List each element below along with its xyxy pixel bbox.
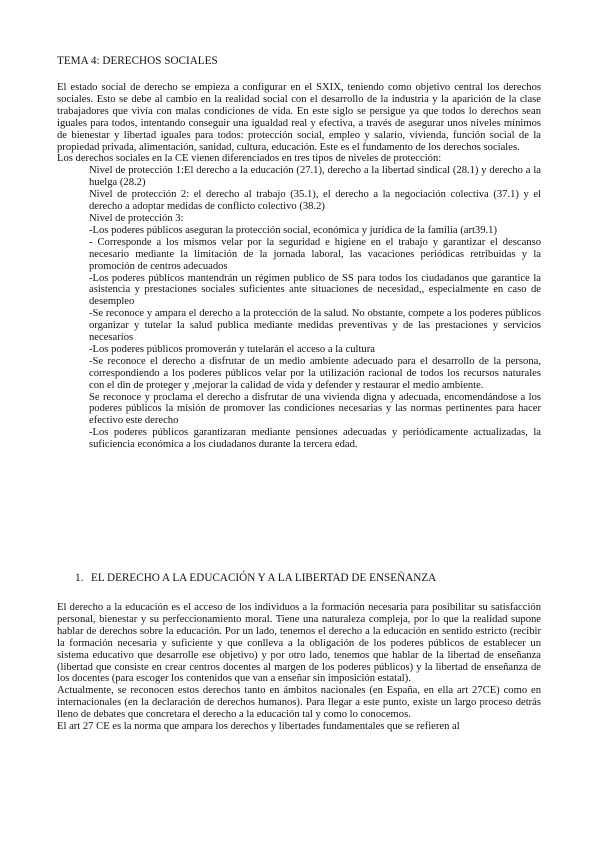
section-number: 1. <box>75 572 84 584</box>
section-heading <box>75 573 436 585</box>
level-3-item-housing: Se reconoce y proclama el derecho a disfrutar de una vivienda digna y adecuada, encomendándose a los poderes públicos la misión de promover las condiciones necesarias y las normas pertinentes para hacer efectivo este derecho <box>89 391 541 427</box>
protection-level-3: Nivel de protección 3: <box>89 212 184 224</box>
section-paragraph-2: Actualmente, se reconocen estos derechos tanto en ámbitos nacionales (en España, en ella art 27CE) como en internacionales (en la declaración de derechos humanos). Para llegar a este punto, existe un largo proceso detrás lleno de debates que concretara el derecho a la educación tal y como lo conocemos. <box>57 685 541 721</box>
section-title: EL DERECHO A LA EDUCACIÓN Y A LA LIBERTAD DE ENSEÑANZA <box>91 572 437 584</box>
document-title: TEMA 4: DERECHOS SOCIALES <box>57 55 218 67</box>
levels-intro: Los derechos sociales en la CE vienen diferenciados en tres tipos de niveles de protección: <box>57 153 442 165</box>
intro-block <box>57 82 541 451</box>
level-3-item-family: -Los poderes públicos aseguran la protección social, económica y jurídica de la familia (art39.1) <box>89 224 497 236</box>
level-3-item-social-security: -Los poderes públicos mantendrán un régimen publico de SS para todos los ciudadanos que garantice la asistencia y prestaciones sociales suficientes ante situaciones de necesidad,, especialmente en caso de desempleo <box>89 272 541 308</box>
section-paragraph-3: El art 27 CE es la norma que ampara los derechos y libertades fundamentales que se refieren al <box>57 721 460 733</box>
level-3-item-work-safety: - Corresponde a los mismos velar por la seguridad e higiene en el trabajo y garantizar el descanso necesario mediante la limitación de la jornada laboral, las vacaciones periódicas retribuidas y la promoción de centros adecuados <box>89 236 541 272</box>
section-paragraph-1: El derecho a la educación es el acceso de los individuos a la formación necesaria para posibilitar su satisfacción personal, bienestar y su perfeccionamiento moral. Tiene una naturaleza compleja, por lo que la realidad supone hablar de derechos sobre la educación. Por un lado, tenemos el derecho a la educación en sentido estricto (recibir la formación necesaria y suficiente y que conlleva a la obligación de los poderes públicos de establecer un sistema educativo que desarrolle ese objetivo) y por otro lado, tenemos que hablar de la libertad de enseñanza (libertad que consiste en crear centros docentes al margen de los poderes públicos) y la libertad de enseñanza de los docentes (para escoger los contenidos que van a enseñar sin imposición estatal). <box>57 602 541 685</box>
protection-levels-list <box>89 165 541 451</box>
section-body <box>57 602 541 733</box>
level-3-item-pensions: -Los poderes públicos garantizaran mediante pensiones adecuadas y periódicamente actualizadas, la suficiencia económica a los ciudadanos durante la tercera edad. <box>89 427 541 451</box>
level-3-item-environment: -Se reconoce el derecho a disfrutar de un medio ambiente adecuado para el desarrollo de la persona, correspondiendo a los poderes públicos velar por la utilización racional de todos los recursos naturales con el din de proteger y ,mejorar la calidad de vida y defender y restaurar el medio ambiente. <box>89 355 541 391</box>
protection-level-2: Nivel de protección 2: el derecho al trabajo (35.1), el derecho a la negociación colectiva (37.1) y el derecho a adoptar medidas de conflicto colectivo (38.2) <box>89 189 541 213</box>
protection-level-1: Nivel de protección 1:El derecho a la educación (27.1), derecho a la libertad sindical (28.1) y derecho a la huelga (28.2) <box>89 165 541 189</box>
level-3-item-culture: -Los poderes públicos promoverán y tutelarán el acceso a la cultura <box>89 343 375 355</box>
level-3-item-health: -Se reconoce y ampara el derecho a la protección de la salud. No obstante, compete a los poderes públicos organizar y tutelar la salud publica mediante medidas preventivas y de las prestaciones y servicios necesarios <box>89 308 541 344</box>
intro-paragraph: El estado social de derecho se empieza a configurar en el SXIX, teniendo como objetivo central los derechos sociales. Esto se debe al cambio en la realidad social con el desarrollo de la industria y la aparición de la clase trabajadores que vivía con malas condiciones de vida. En este siglo se persigue ya que todos lo derechos sean iguales para todos, intentando conseguir una igualdad real y efectiva, a través de asegurar unos niveles mínimos de bienestar y libertad iguales para todos: protección social, empleo y salario, vivienda, función social de la propiedad privada, alimentación, sanidad, cultura, educación. Este es el fundamento de los derechos sociales. <box>57 82 541 153</box>
